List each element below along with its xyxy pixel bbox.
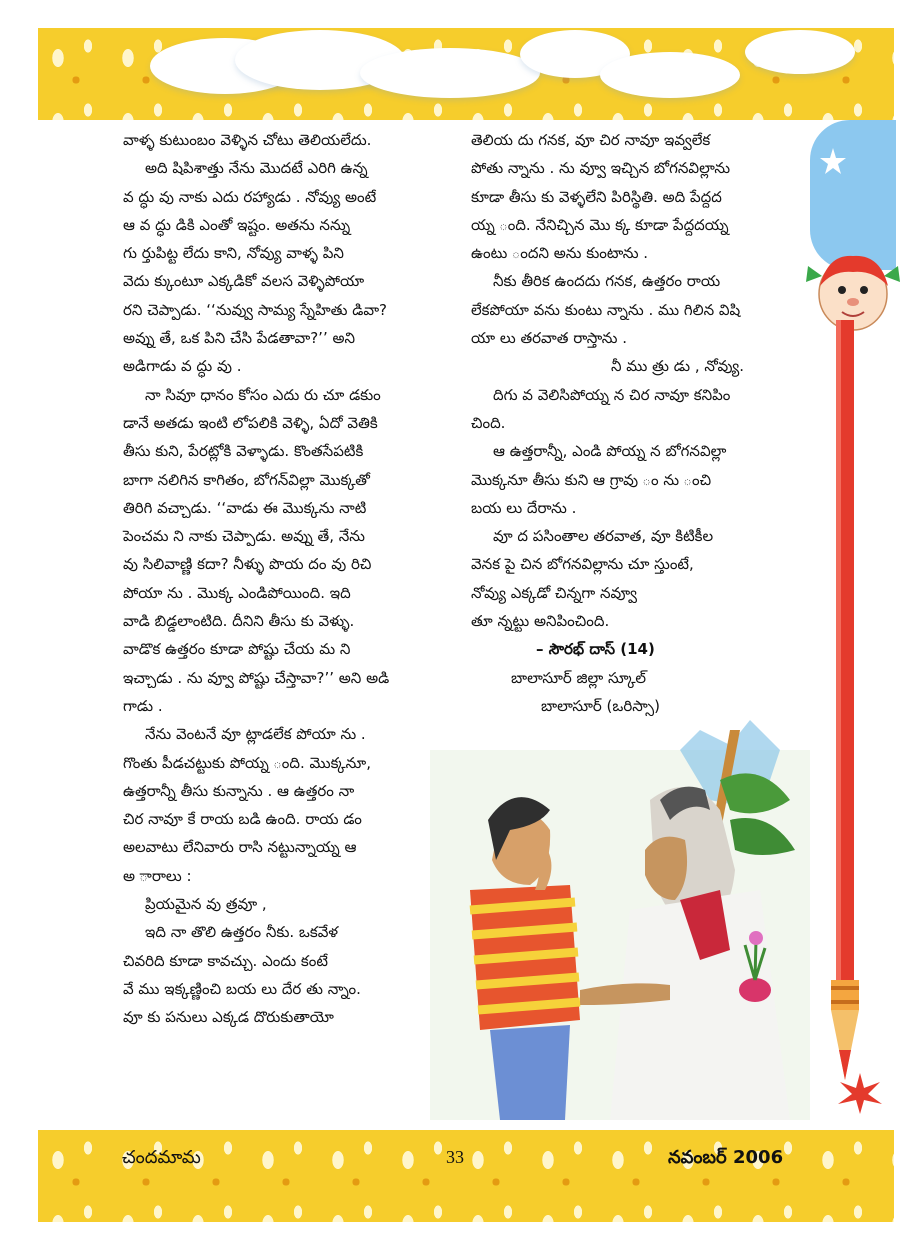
story-text-left-column [123, 126, 463, 1032]
text-line: పెంచమ ని నాకు చెప్పాడు. అవ్ను తే, నేను [123, 527, 365, 546]
cloud-decoration [360, 48, 540, 98]
story-text-right-column [471, 126, 811, 720]
text-line: వు సిలివాణ్ణి కదా? నీళ్ళు పొయ దం వు రిచి [123, 555, 372, 574]
issue-date: నవంబర్ 2006 [668, 1147, 784, 1168]
text-line: ఉంటు ందని అను కుంటాను . [471, 244, 649, 263]
text-line: అలవాటు లేనివారు రాసి నట్టున్నాయ్న ఆ [123, 838, 357, 857]
bottom-decorative-border [38, 1130, 894, 1222]
text-line: వే ము ఇక్కణ్ణించి బయ లు దేర తు న్నాం. [123, 979, 361, 998]
text-line: ఆ వ ద్ధు డికి ఎంతో ఇష్టం. అతను నన్ను [123, 215, 351, 234]
text-line: మొక్కనూ తీసు కుని ఆ గ్రావు ం ను ంచి [471, 470, 712, 489]
text-line: వూ కు పనులు ఎక్కడ దొరుకుతాయో [123, 1008, 334, 1027]
text-line: చిర నావూ కే రాయ బడి ఉంది. రాయ డం [123, 810, 362, 829]
text-line: పోయా ను . మొక్క ఎండిపోయింది. ఇది [123, 583, 351, 602]
text-line: లేకపోయా వను కుంటు న్నాను . ము గిలిన విషి [471, 300, 741, 319]
asterisk-decoration [830, 1068, 890, 1118]
text-line: వాళ్ళ కుటుంబం వెళ్ళిన చోటు తెలియలేదు. [123, 131, 372, 149]
text-line: ఆ ఉత్తరాన్నీ, ఎండి పోయ్న న బోగనవిల్లా [493, 442, 727, 461]
text-line: అడిగాడు వ ద్ధు వు . [123, 357, 242, 376]
text-line: తీసు కుని, పేరట్లోకి వెళ్ళాడు. కొంతసేపటికి [123, 442, 364, 461]
text-line: కూడా తీసు కు వెళ్ళలేని పిరిస్థితి. అది పేద్దద [471, 187, 722, 206]
text-line: డానే అతడు ఇంటి లోపలికి వెళ్ళి, ఏదో వెతికి [123, 413, 378, 432]
text-line: నోవ్యు ఎక్కడో చిన్నగా నవ్వూ [471, 583, 638, 602]
text-line: రని చెప్పాడు. ‘‘నువ్వు సామ్య స్నేహితు డివా? [123, 300, 388, 319]
text-line: గాడు . [123, 696, 163, 715]
text-line: వ ద్ధు వు నాకు ఎదు రహ్యాడు . నోవ్యు అంటే [123, 187, 377, 206]
text-line: వెదు క్కుంటూ ఎక్కడికో వలస వెళ్ళిపోయా [123, 272, 365, 291]
story-illustration [430, 690, 810, 1120]
text-line: వాడొక ఉత్తరం కూడా పోష్టు చేయ మ ని [123, 640, 351, 659]
author-place: బాలాసూర్ (ఒరిస్సా) [541, 696, 660, 715]
text-line: యా లు తరవాత రాస్తాను . [471, 329, 628, 348]
author-school: బాలాసూర్ జిల్లా స్కూల్ [511, 668, 647, 687]
text-line: తిరిగి వచ్చాడు. ‘‘వాడు ఈ మొక్కను నాటి [123, 498, 367, 517]
text-line: నా సివూ ధానం కోసం ఎదు రు చూ డకుం [145, 385, 381, 404]
author-credit: – సౌరభ్ దాస్ (14) [536, 640, 655, 659]
text-line: చివరిది కూడా కావచ్చు. ఎందు కంటే [123, 951, 328, 970]
text-line: వెనక పై చిన బోగనవిల్లాను చూ స్తుంటే, [471, 555, 694, 574]
text-line: ఇచ్చాడు . ను వ్వూ పోష్టు చేస్తావా?’’ అని అడి [123, 668, 390, 687]
text-line: బాగా నలిగిన కాగితం, బోగన్‌విల్లా మొక్కతో [123, 470, 370, 489]
text-line: గు ర్తుపిట్ట లేదు కాని, నోవ్యు వాళ్ళ పిని [123, 244, 344, 263]
page-number: 33 [446, 1147, 464, 1167]
cloud-decoration [745, 30, 855, 74]
text-line: ప్రియమైన వు త్రవూ , [145, 895, 267, 914]
text-line: నేను వెంటనే వూ ట్లాడలేక పోయా ను . [145, 725, 366, 744]
text-line: య్న ంది. నేనిచ్చిన మొ క్క కూడా పేద్దదయ్న [471, 215, 729, 234]
text-line: నీకు తీరిక ఉందదు గనక, ఉత్తరం రాయ [493, 272, 721, 291]
text-line: అ ారాలు : [123, 866, 192, 885]
cloud-decoration [600, 52, 740, 98]
text-line: వాడి బిడ్డలాంటిది. దీనిని తీసు కు వెళ్ళు. [123, 612, 355, 631]
text-line: అది షిపిశాత్తు నేను మొదటే ఎరిగి ఉన్న [145, 159, 368, 178]
text-line: తూ న్నట్టు అనిపించింది. [471, 612, 610, 631]
star-icon [818, 146, 848, 176]
text-line: గొంతు పీడచట్టుకు పోయ్న ంది. మొక్కనూ, [123, 753, 371, 772]
text-line: చింది. [471, 413, 506, 432]
text-line: పోతు న్నాను . ను వ్వూ ఇచ్చిన బోగనవిల్లాను [471, 159, 731, 178]
text-line: ఇది నా తొలి ఉత్తరం నీకు. ఒకవేళ [145, 923, 339, 942]
pencil-illustration [815, 320, 875, 1110]
text-line: ఉత్తరాన్నీ తీసు కున్నాను . ఆ ఉత్తరం నా [123, 781, 355, 800]
text-line: అవ్ను తే, ఒక పిని చేసి పేడతావా?’’ అని [123, 329, 356, 348]
magazine-name: చందమామ [122, 1147, 201, 1168]
text-line: బయ లు దేరాను . [471, 498, 577, 517]
signature-line: నీ ము త్రు డు , నోవ్యు. [611, 357, 745, 376]
text-line: తెలియ దు గనక, వూ చిర నావూ ఇవ్వలేక [471, 131, 711, 149]
text-line: దిగు వ వెలిసిపోయ్న న చిర నావూ కనిపిం [493, 385, 731, 404]
text-line: వూ ద పసింతాల తరవాత, వూ కిటికీల [493, 527, 714, 546]
